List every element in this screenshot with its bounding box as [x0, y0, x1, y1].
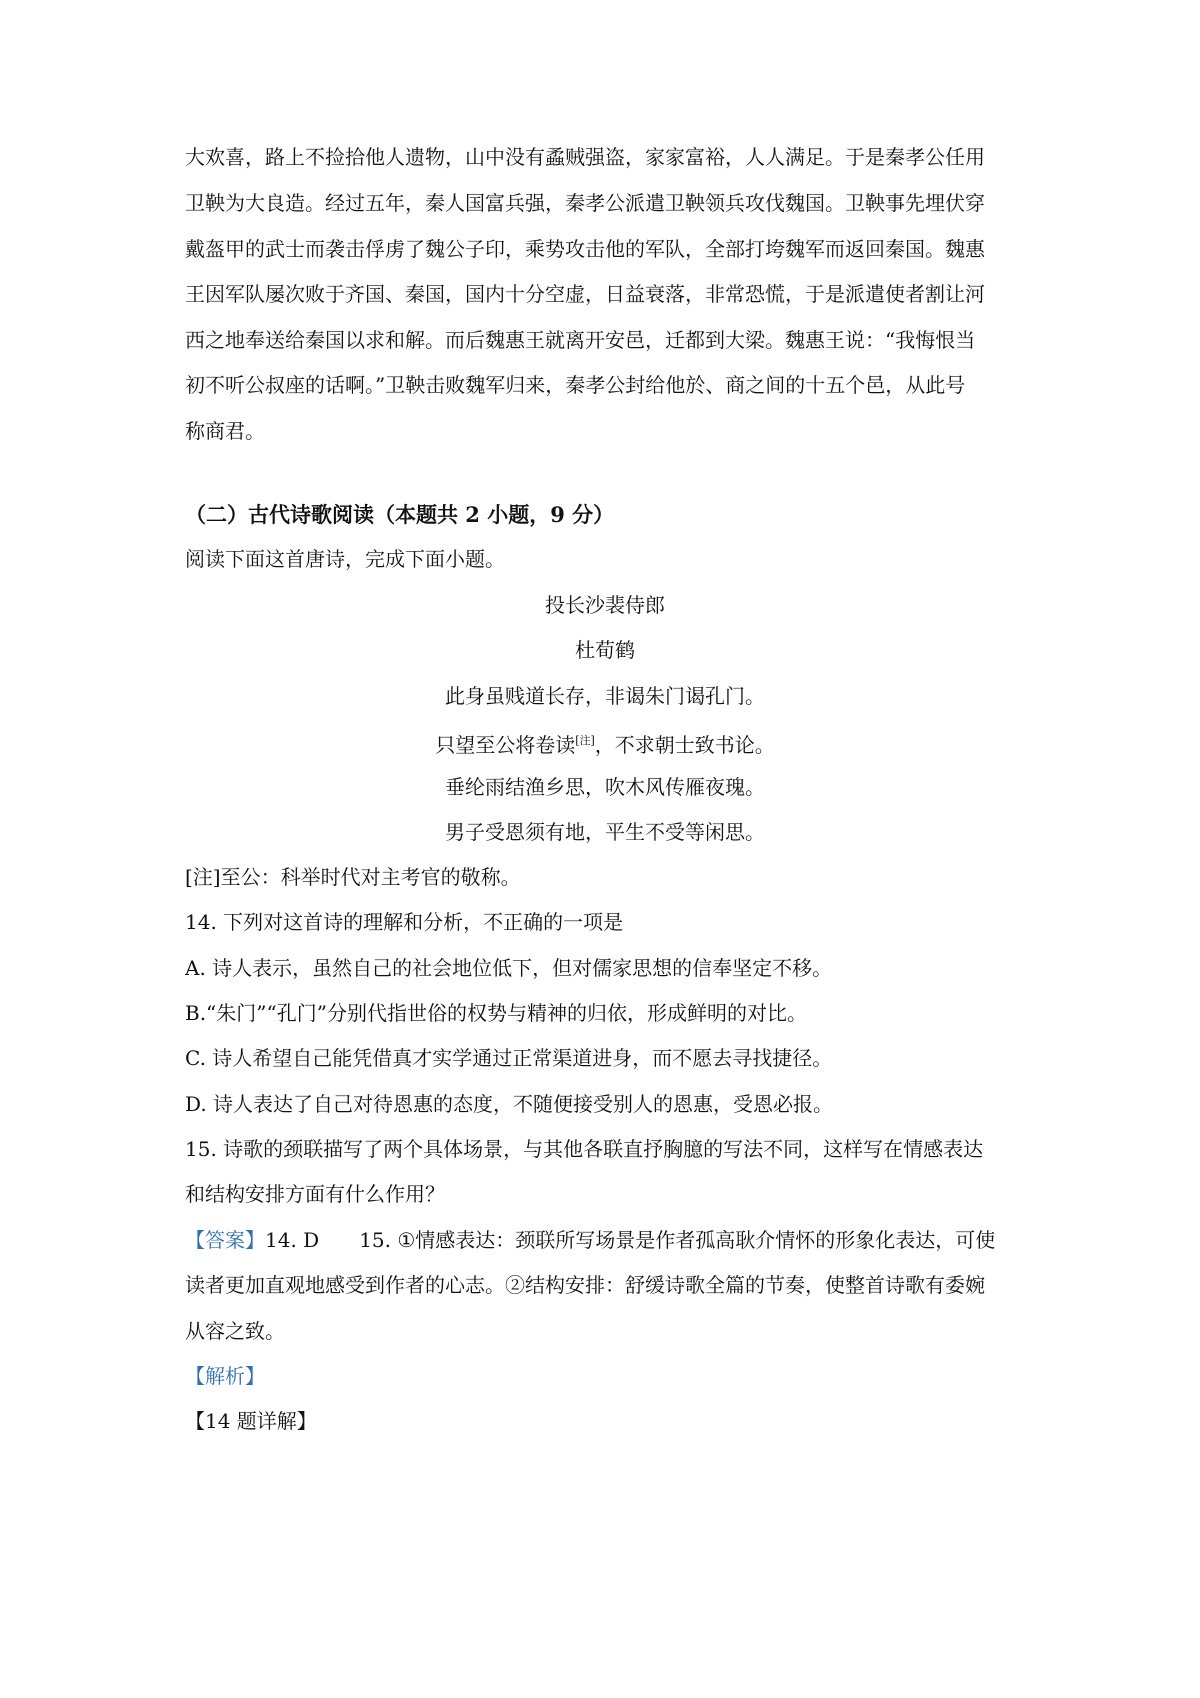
poem-note: [注]至公：科举时代对主考官的敬称。 — [185, 865, 521, 889]
poem-line-1: 此身虽贱道长存，非谒朱门谒孔门。 — [445, 684, 765, 708]
translation-line-5: 西之地奉送给秦国以求和解。而后魏惠王就离开安邑，迁都到大梁。魏惠王说：“我悔恨当 — [185, 328, 976, 352]
translation-line-1: 大欢喜，路上不捡拾他人遗物，山中没有蟊贼强盗，家家富裕，人人满足。于是秦孝公任用 — [185, 145, 985, 169]
note-marker: [注] — [575, 734, 595, 747]
analysis-label: 【解析】 — [185, 1364, 265, 1388]
question-15-line-1: 15. 诗歌的颈联描写了两个具体场景，与其他各联直抒胸臆的写法不同，这样写在情感表达 — [185, 1137, 984, 1161]
translation-line-6: 初不听公叔座的话啊。”卫鞅击败魏军归来，秦孝公封给他於、商之间的十五个邑，从此号 — [185, 373, 966, 397]
question-14: 14. 下列对这首诗的理解和分析，不正确的一项是 — [185, 910, 624, 934]
answer-15-part-1: 15. ①情感表达：颈联所写场景是作者孤高耿介情怀的形象化表达，可使 — [359, 1228, 996, 1252]
answer-line-1 — [185, 1225, 1025, 1255]
option-d: D. 诗人表达了自己对待恩惠的态度，不随便接受别人的恩惠，受恩必报。 — [185, 1092, 834, 1116]
translation-line-3: 戴盔甲的武士而袭击俘虏了魏公子印，乘势攻击他的军队，全部打垮魏军而返回秦国。魏惠 — [185, 237, 985, 261]
question-15-line-2: 和结构安排方面有什么作用？ — [185, 1182, 445, 1206]
answer-14: 14. D — [265, 1228, 320, 1252]
poem-line-2 — [185, 726, 1025, 760]
poem-line-2-part-2: ，不求朝士致书论。 — [594, 733, 775, 757]
option-a: A. 诗人表示，虽然自己的社会地位低下，但对儒家思想的信奉坚定不移。 — [185, 956, 833, 980]
option-c: C. 诗人希望自己能凭借真才实学通过正常渠道进身，而不愿去寻找捷径。 — [185, 1046, 833, 1070]
answer-line-3: 从容之致。 — [185, 1319, 285, 1343]
section-heading: （二）古代诗歌阅读（本题共 2 小题，9 分） — [185, 502, 615, 527]
translation-line-4: 王因军队屡次败于齐国、秦国，国内十分空虚，日益衰落，非常恐慌，于是派遣使者割让河 — [185, 282, 985, 306]
poem-author: 杜荀鹤 — [575, 638, 635, 662]
translation-line-2: 卫鞅为大良造。经过五年，秦人国富兵强，秦孝公派遣卫鞅领兵攻伐魏国。卫鞅事先埋伏穿 — [185, 191, 985, 215]
detail-label-14: 【14 题详解】 — [185, 1409, 317, 1433]
answer-line-2: 读者更加直观地感受到作者的心志。②结构安排：舒缓诗歌全篇的节奏，使整首诗歌有委婉 — [185, 1273, 985, 1297]
translation-line-7: 称商君。 — [185, 419, 265, 443]
poem-line-2-part-1: 只望至公将卷读 — [435, 733, 576, 757]
poem-line-3: 垂纶雨结渔乡思，吹木风传雁夜瑰。 — [445, 775, 765, 799]
answer-label: 【答案】 — [185, 1228, 265, 1252]
instruction-text: 阅读下面这首唐诗，完成下面小题。 — [185, 547, 505, 571]
option-b: B.“朱门”“孔门”分别代指世俗的权势与精神的归依，形成鲜明的对比。 — [185, 1001, 807, 1025]
poem-title: 投长沙裴侍郎 — [545, 593, 665, 617]
poem-line-4: 男子受恩须有地，平生不受等闲思。 — [445, 820, 765, 844]
